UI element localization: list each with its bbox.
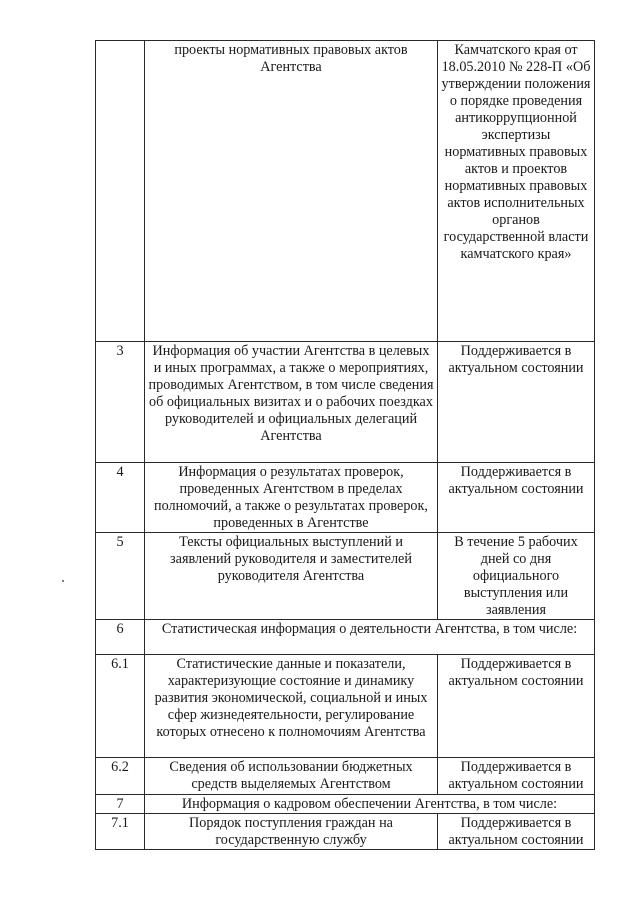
row-number: 6.2 (96, 758, 145, 795)
table-row (96, 41, 595, 342)
row-number: 6 (96, 620, 145, 655)
row-description: Порядок поступления граждан на государственную службу (145, 814, 438, 850)
table-row (96, 655, 595, 758)
table-row (96, 463, 595, 533)
table-row (96, 795, 595, 814)
row-number: 4 (96, 463, 145, 533)
row-term: Поддерживается в актуальном состоянии (438, 758, 595, 795)
row-description: проекты нормативных правовых актов Агентства (145, 41, 438, 342)
row-term: В течение 5 рабочих дней со дня официального выступления или заявления (438, 533, 595, 620)
row-number: 3 (96, 342, 145, 463)
row-number: 7 (96, 795, 145, 814)
row-term: Поддерживается в актуальном состоянии (438, 463, 595, 533)
table-row (96, 342, 595, 463)
row-term: Поддерживается в актуальном состоянии (438, 814, 595, 850)
row-description: Тексты официальных выступлений и заявлений руководителя и заместителей руководителя Агентства (145, 533, 438, 620)
row-number: 7.1 (96, 814, 145, 850)
row-description: Сведения об использовании бюджетных средств выделяемых Агентством (145, 758, 438, 795)
row-description: Информация об участии Агентства в целевых и иных программах, а также о мероприятиях, проводимых Агентством, в том числе сведения об официальных визитах и о рабочих поездках руководителей и официальных делегаций Агентства (145, 342, 438, 463)
row-number: 5 (96, 533, 145, 620)
row-term: Поддерживается в актуальном состоянии (438, 655, 595, 758)
row-description: Информация о результатах проверок, проведенных Агентством в пределах полномочий, а также о результатах проверок, проведенных в Агентстве (145, 463, 438, 533)
row-description: Информация о кадровом обеспечении Агентства, в том числе: (145, 795, 595, 814)
row-number: 6.1 (96, 655, 145, 758)
table-row (96, 533, 595, 620)
info-table (95, 40, 595, 850)
table-row (96, 814, 595, 850)
row-term: Камчатского края от 18.05.2010 № 228-П «Об утверждении положения о порядке проведения антикоррупционной экспертизы нормативных правовых актов и проектов нормативных правовых актов исполнительных органов государственной власти камчатского края» (438, 41, 595, 342)
scan-speck (62, 580, 64, 582)
row-description: Статистическая информация о деятельности Агентства, в том числе: (145, 620, 595, 655)
row-description: Статистические данные и показатели, характеризующие состояние и динамику развития экономической, социальной и иных сфер жизнедеятельности, регулирование которых отнесено к полномочиям Агентства (145, 655, 438, 758)
table-row (96, 758, 595, 795)
table-row (96, 620, 595, 655)
row-number (96, 41, 145, 342)
row-term: Поддерживается в актуальном состоянии (438, 342, 595, 463)
